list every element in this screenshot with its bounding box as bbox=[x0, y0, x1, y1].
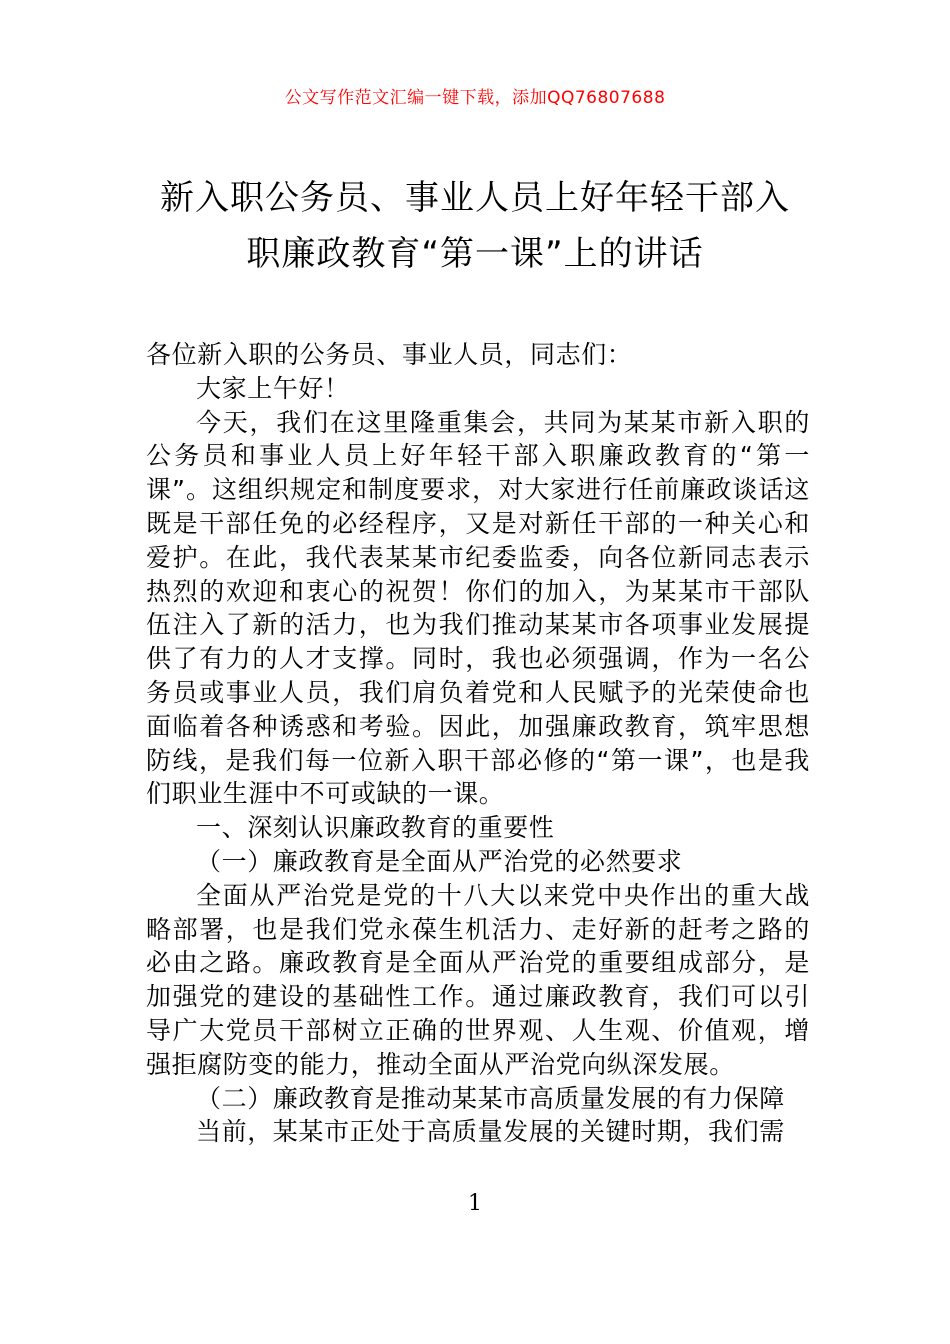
speech-body bbox=[146, 338, 810, 1149]
subsection-paragraph-2: 当前，某某市正处于高质量发展的关键时期，我们需 bbox=[196, 1117, 785, 1147]
greeting: 大家上午好！ bbox=[196, 373, 350, 403]
title-line-2: 职廉政教育“第一课”上的讲话 bbox=[246, 234, 704, 274]
subsection-heading-1: （一）廉政教育是全面从严治党的必然要求 bbox=[196, 846, 683, 876]
intro-paragraph: 今天，我们在这里隆重集会，共同为某某市新入职的公务员和事业人员上好年轻干部入职廉政教育的“第一课”。这组织规定和制度要求，对大家进行任前廉政谈话这既是干部任免的必经程序，又是对新任干部的一种关心和爱护。在此，我代表某某市纪委监委，向各位新同志表示热烈的欢迎和衷心的祝贺！你们的加入，为某某市干部队伍注入了新的活力，也为我们推动某某市各项事业发展提供了有力的人才支撑。同时，我也必须强调，作为一名公务员或事业人员，我们肩负着党和人民赋予的光荣使命也面临着各种诱惑和考验。因此，加强廉政教育，筑牢思想防线，是我们每一位新入职干部必修的“第一课”，也是我们职业生涯中不可或缺的一课。 bbox=[146, 407, 810, 809]
subsection-paragraph-1: 全面从严治党是党的十八大以来党中央作出的重大战略部署，也是我们党永葆生机活力、走好新的赶考之路的必由之路。廉政教育是全面从严治党的重要组成部分，是加强党的建设的基础性工作。通过廉政教育，我们可以引导广大党员干部树立正确的世界观、人生观、价值观，增强拒腐防变的能力，推动全面从严治党向纵深发展。 bbox=[146, 880, 810, 1079]
section-heading-1: 一、深刻认识廉政教育的重要性 bbox=[196, 813, 555, 843]
salutation: 各位新入职的公务员、事业人员，同志们： bbox=[146, 340, 633, 369]
download-notice bbox=[0, 86, 950, 110]
subsection-heading-2: （二）廉政教育是推动某某市高质量发展的有力保障 bbox=[196, 1083, 785, 1113]
document-title bbox=[140, 170, 810, 282]
download-notice-text: 公文写作范文汇编一键下载，添加QQ76807688 bbox=[284, 88, 666, 108]
page-number: 1 bbox=[468, 1191, 482, 1216]
title-line-1: 新入职公务员、事业人员上好年轻干部入 bbox=[160, 178, 790, 218]
